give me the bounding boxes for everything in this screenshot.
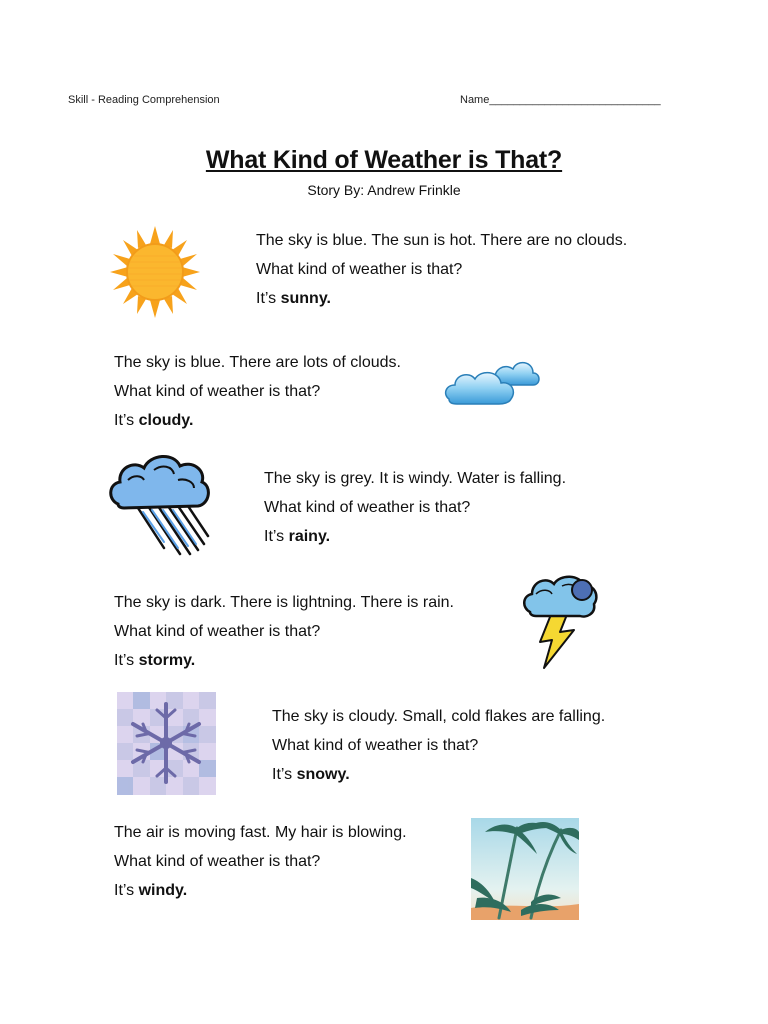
cloudy-answer-line <box>114 406 401 435</box>
snowy-answer: snowy. <box>296 766 350 783</box>
byline: Story By: Andrew Frinkle <box>307 182 461 198</box>
snowy-answer-prefix: It’s <box>272 766 297 783</box>
name-label: Name <box>460 94 490 106</box>
rainy-line-2: What kind of weather is that? <box>264 499 471 516</box>
rainy-answer-prefix: It’s <box>264 528 289 545</box>
cloudy-answer: cloudy. <box>138 412 194 429</box>
rainy-answer: rainy. <box>288 528 331 545</box>
page-title: What Kind of Weather is That? <box>205 146 563 174</box>
snowy-answer-line <box>272 760 605 789</box>
rainy-answer-line <box>264 522 566 551</box>
stormy-answer-line <box>114 646 454 675</box>
cloudy-paragraph <box>114 348 401 435</box>
sunny-line-2: What kind of weather is that? <box>256 261 463 278</box>
windy-answer: windy. <box>138 882 188 899</box>
storm-cloud-icon <box>522 572 598 672</box>
windy-palms-icon <box>471 818 579 920</box>
windy-answer-line <box>114 876 407 905</box>
cloudy-answer-prefix: It’s <box>114 412 139 429</box>
cloudy-line-2: What kind of weather is that? <box>114 383 321 400</box>
sunny-paragraph <box>256 226 627 313</box>
sunny-answer: sunny. <box>280 290 331 307</box>
snowy-line-1: The sky is cloudy. Small, cold flakes are falling. <box>272 708 606 725</box>
snowy-paragraph <box>272 702 605 789</box>
rainy-line-1: The sky is grey. It is windy. Water is falling. <box>264 470 567 487</box>
stormy-paragraph <box>114 588 454 675</box>
stormy-line-2: What kind of weather is that? <box>114 623 321 640</box>
windy-answer-prefix: It’s <box>114 882 139 899</box>
snowflake-icon <box>117 692 216 795</box>
stormy-answer: stormy. <box>138 652 196 669</box>
sunny-answer-line <box>256 284 627 313</box>
stormy-answer-prefix: It’s <box>114 652 139 669</box>
stormy-line-1: The sky is dark. There is lightning. There is rain. <box>114 594 454 611</box>
windy-paragraph <box>114 818 407 905</box>
windy-line-1: The air is moving fast. My hair is blowing. <box>114 824 407 841</box>
name-field <box>460 94 661 106</box>
cloud-icon <box>443 355 541 407</box>
sunny-line-1: The sky is blue. The sun is hot. There are no clouds. <box>256 232 628 249</box>
sun-icon <box>110 226 200 318</box>
snowy-line-2: What kind of weather is that? <box>272 737 479 754</box>
sunny-answer-prefix: It’s <box>256 290 281 307</box>
windy-line-2: What kind of weather is that? <box>114 853 321 870</box>
cloudy-line-1: The sky is blue. There are lots of clouds. <box>114 354 401 371</box>
rainy-paragraph <box>264 464 566 551</box>
name-line: ____________________________ <box>489 94 661 106</box>
rain-cloud-icon <box>108 450 210 558</box>
skill-label: Skill - Reading Comprehension <box>68 94 220 106</box>
